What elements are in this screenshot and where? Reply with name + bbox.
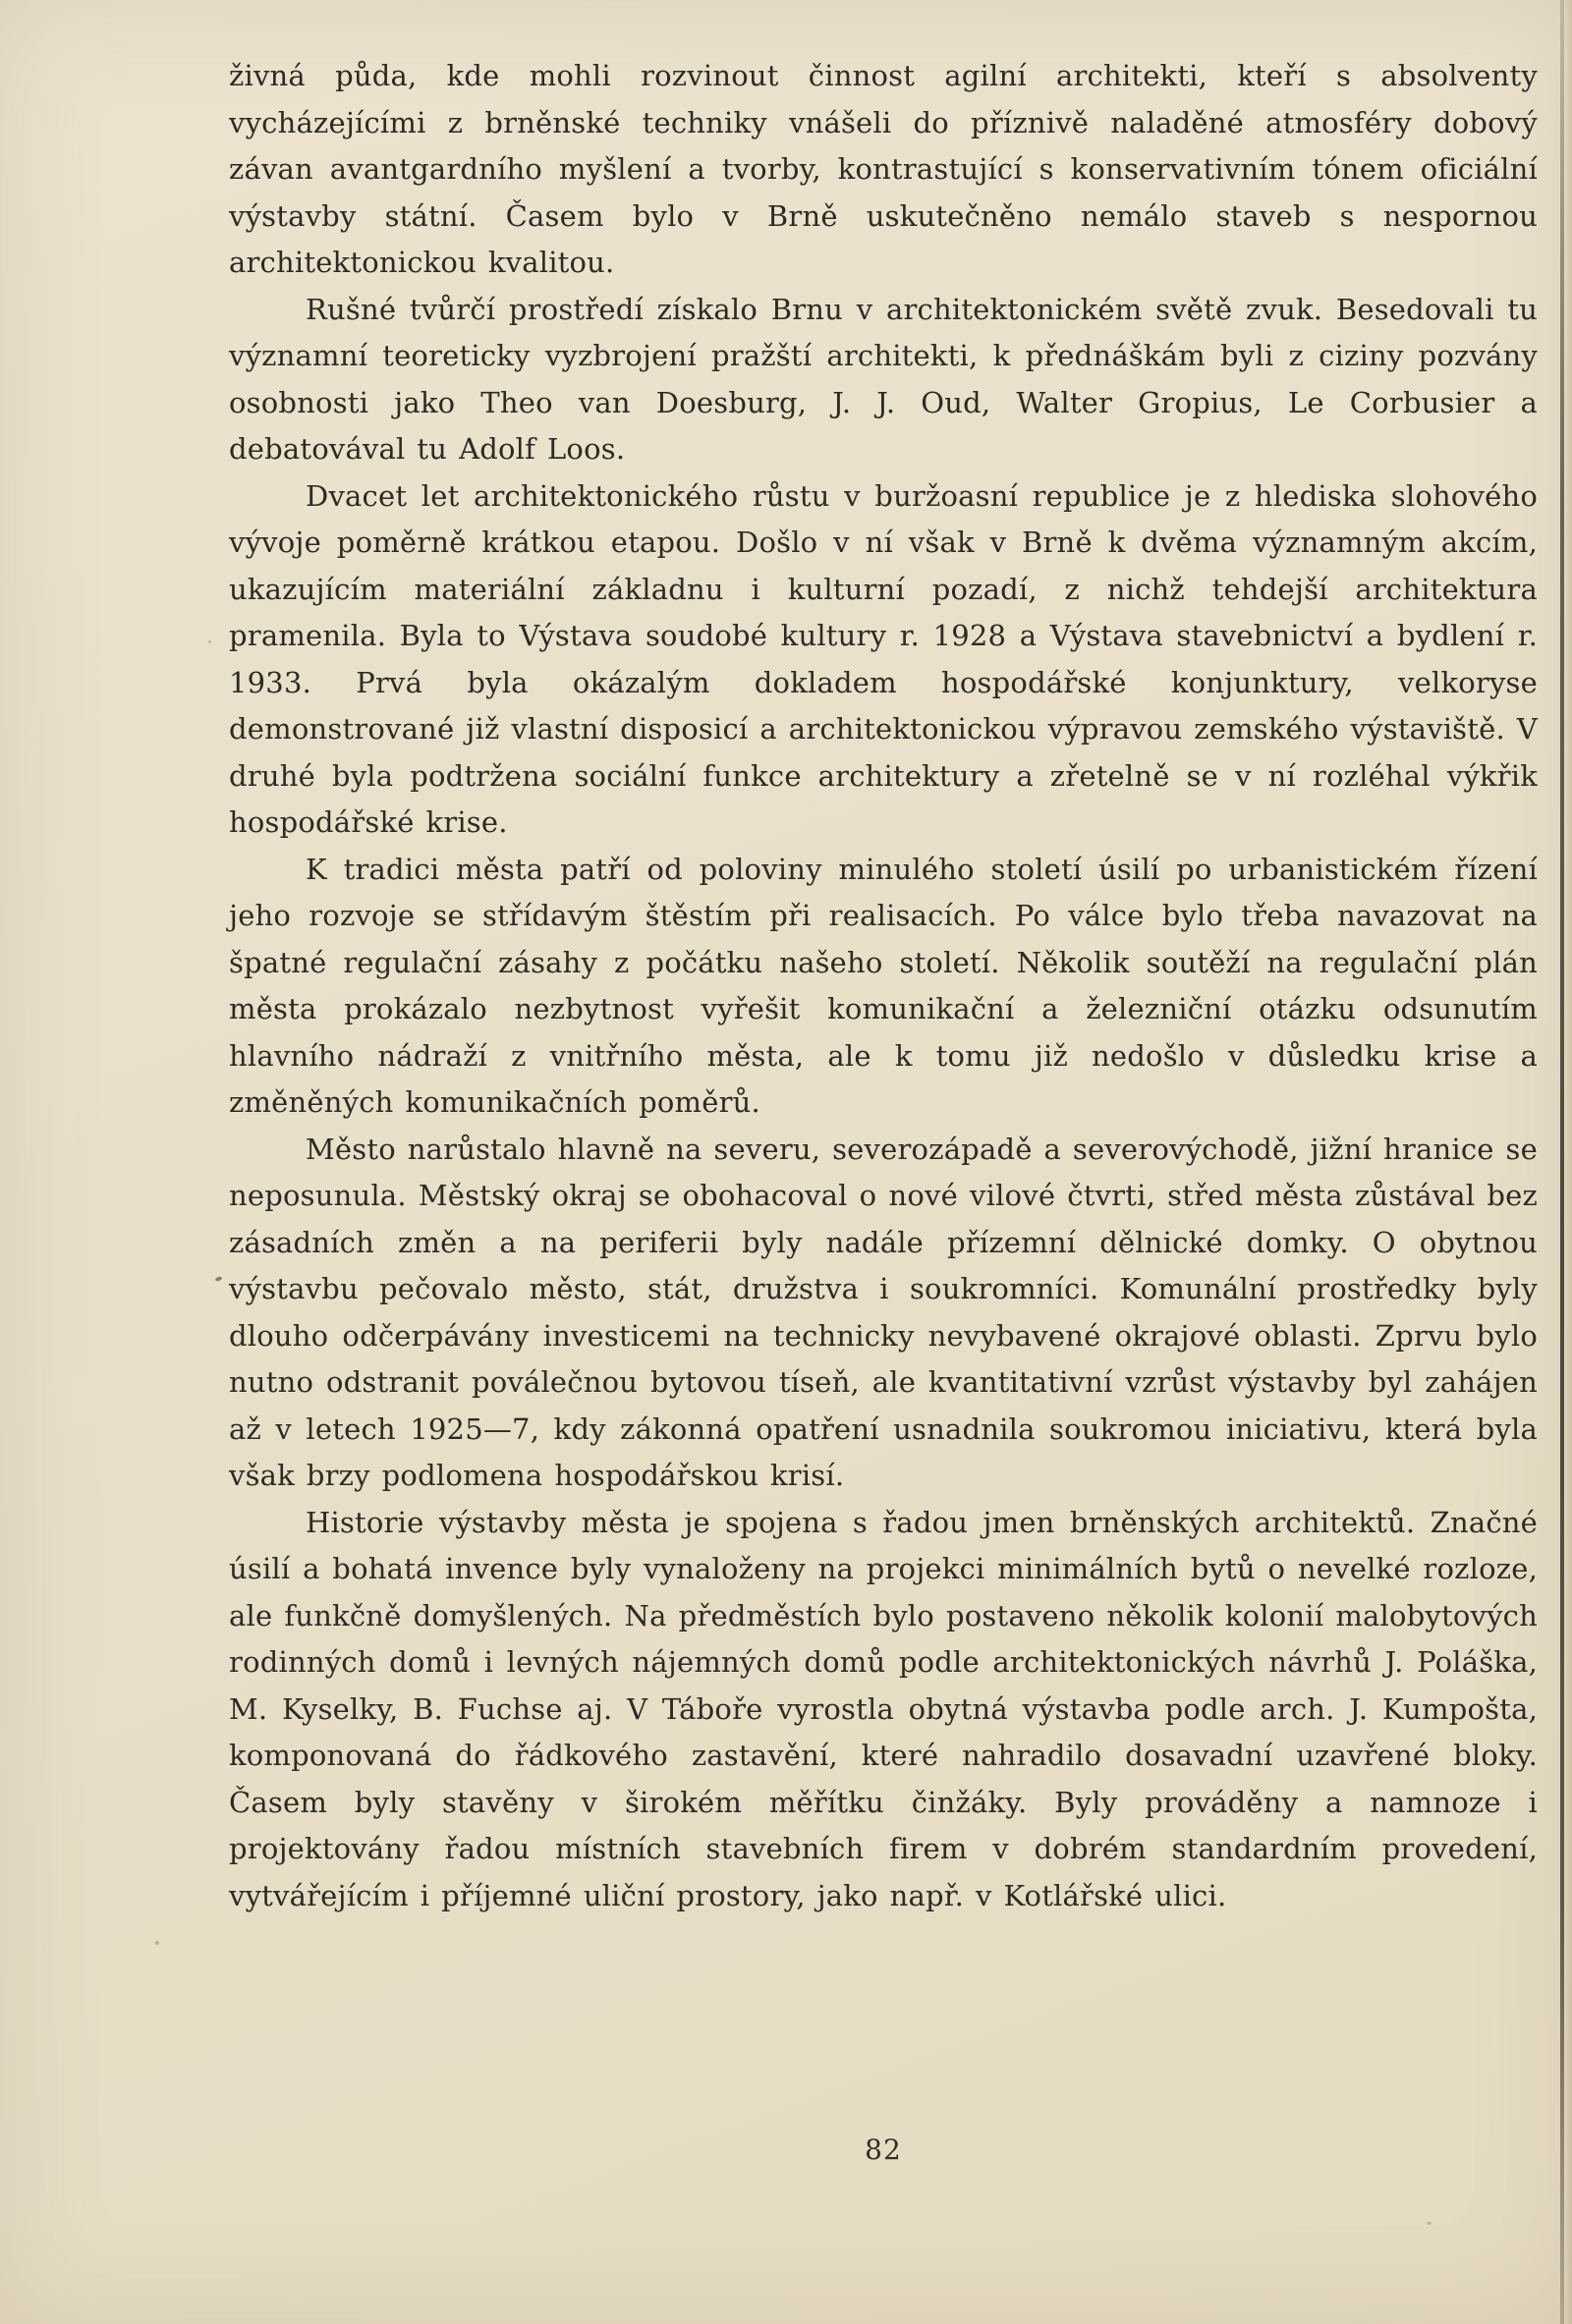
paragraph: Historie výstavby města je spojena s řadou jmen brněnských architektů. Značné úsilí a bohatá invence byly vynaloženy na projekci minimálních bytů o nevelké rozloze, ale funkčně domyšlených. Na předměstích bylo postaveno několik kolonií malobytových rodinných domů i levných nájemných domů podle architektonických návrhů J. Poláška, M. Kyselky, B. Fuchse aj. V Táboře vyrostla obytná výstavba podle arch. J. Kumpošta, komponovaná do řádkového zastavění, které nahradilo dosavadní uzavřené bloky. Časem byly stavěny v širokém měřítku činžáky. Byly prováděny a namnoze i projektovány řadou místních stavebních firem v dobrém standardním provedení, vytvářejícím i příjemné uliční prostory, jako např. v Kotlářské ulici. <box>229 1505 1538 1912</box>
scan-speck <box>1427 2222 1432 2225</box>
paragraph: Město narůstalo hlavně na severu, severozápadě a severovýchodě, jižní hranice se neposunula. Městský okraj se obohacoval o nové vilové čtvrti, střed města zůstával bez zásadních změn a na periferii byly nadále přízemní dělnické domky. O obytnou výstavbu pečovalo město, stát, družstva i soukromníci. Komunální prostředky byly dlouho odčerpávány investicemi na technicky nevybavené okrajové oblasti. Zprvu bylo nutno odstranit poválečnou bytovou tíseň, ale kvantitativní vzrůst výstavby byl zahájen až v letech 1925—7, kdy zákonná opatření usnadnila soukromou iniciativu, která byla však brzy podlomena hospodářskou krisí. <box>229 1132 1538 1492</box>
paragraph: Rušné tvůrčí prostředí získalo Brnu v architektonickém světě zvuk. Besedovali tu významní teoreticky vyzbrojení pražští architekti, k přednáškám byli z ciziny pozvány osobnosti jako Theo van Doesburg, J. J. Oud, Walter Gropius, Le Corbusier a debatovával tu Adolf Loos. <box>229 292 1538 466</box>
scan-edge-shadow <box>1564 0 1572 2324</box>
scan-speck <box>215 1276 223 1282</box>
page-text <box>229 53 1538 1919</box>
paragraph: K tradici města patří od poloviny minulého století úsilí po urbanistickém řízení jeho rozvoje se střídavým štěstím při realisacích. Po válce bylo třeba navazovat na špatné regulační zásahy z počátku našeho století. Několik soutěží na regulační plán města prokázalo nezbytnost vyřešit komunikační a železniční otázku odsunutím hlavního nádraží z vnitřního města, ale k tomu již nedošlo v důsledku krise a změněných komunikačních poměrů. <box>229 852 1538 1119</box>
scan-speck <box>208 640 211 643</box>
scan-speck <box>155 1941 159 1945</box>
page-number: 82 <box>865 2133 902 2166</box>
paragraph-continuation: živná půda, kde mohli rozvinout činnost agilní architekti, kteří s absolventy vycházejícími z brněnské techniky vnášeli do příznivě naladěné atmosféry dobový závan avantgardního myšlení a tvorby, kontrastující s konservativním tónem oficiální výstavby státní. Časem bylo v Brně uskutečněno nemálo staveb s nespornou architektonickou kvalitou. <box>229 59 1538 279</box>
scan-edge-line <box>1560 0 1564 2324</box>
paragraph: Dvacet let architektonického růstu v buržoasní republice je z hlediska slohového vývoje poměrně krátkou etapou. Došlo v ní však v Brně k dvěma významným akcím, ukazujícím materiální základnu i kulturní pozadí, z nichž tehdejší architektura pramenila. Byla to Výstava soudobé kultury r. 1928 a Výstava stavebnictví a bydlení r. 1933. Prvá byla okázalým dokladem hospodářské konjunktury, velkoryse demonstrované již vlastní disposicí a architektonickou výpravou zemského výstaviště. V druhé byla podtržena sociální funkce architektury a zřetelně se v ní rozléhal výkřik hospodářské krise. <box>229 478 1538 839</box>
